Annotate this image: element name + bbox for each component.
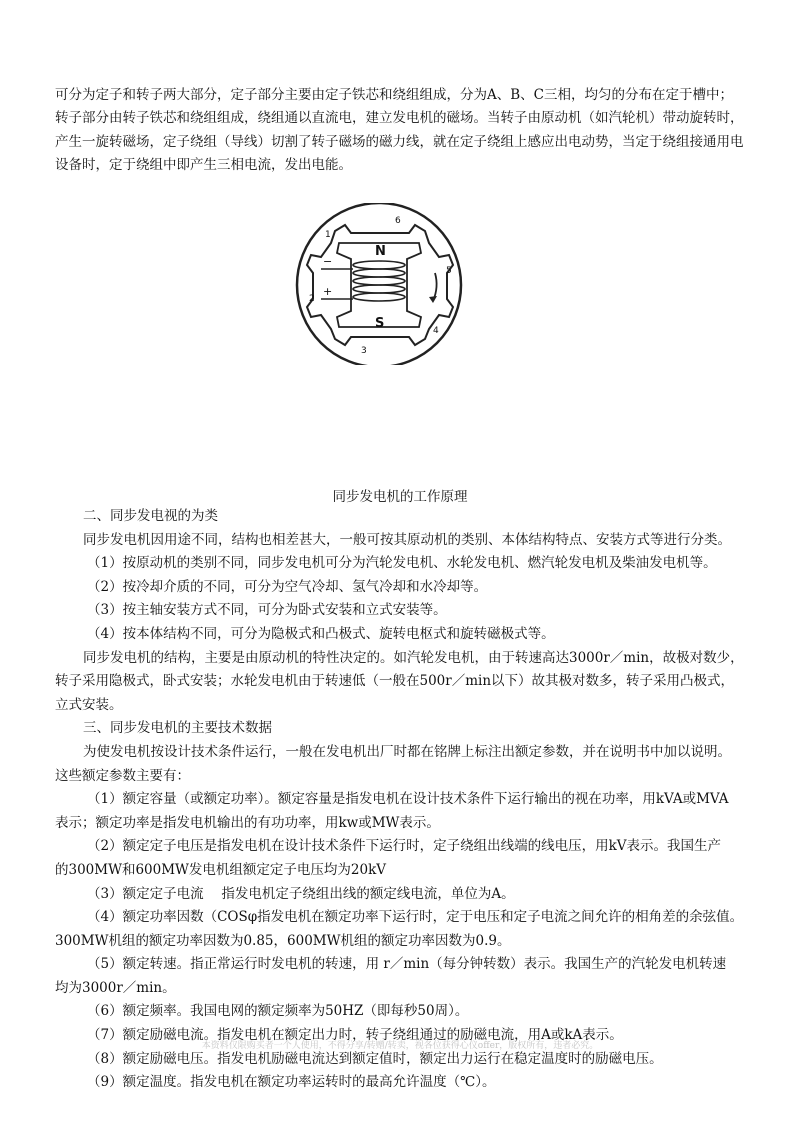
figure-caption: 同步发电机的工作原理 — [332, 489, 468, 505]
generator-diagram — [283, 203, 475, 365]
list-item: （3）额定定子电流 指发电机定子绕组出线的额定线电流，单位为A。 — [87, 885, 515, 902]
text-line: 同步发电机因用途不同，结构也相差甚大，一般可按其原动机的类别、本体结构特点、安装方式等进行分类。 — [83, 531, 731, 548]
text-line: 的300MW和600MW发电机组额定定子电压均为20kV — [55, 861, 387, 878]
field-winding — [321, 261, 405, 301]
section-heading: 二、同步发电视的为类 — [83, 508, 218, 524]
copyright-footer: 本资料仅限购买者一个人使用，不得分享/转赠/转卖，视各位获得心仪offer，版权所有，违者必究。 — [201, 1041, 599, 1051]
plus-terminal-label: + — [323, 285, 333, 298]
text-line: 为使发电机按设计技术条件运行，一般在发电机出厂时都在铭牌上标注出额定参数，并在说明书中加以说明。 — [83, 743, 731, 760]
list-item: （6）额定频率。我国电网的额定频率为50HZ（即每秒50周）。 — [87, 1003, 469, 1020]
s-pole-label: S — [375, 316, 385, 331]
list-item: （2）按冷却介质的不同，可分为空气冷却、氢气冷却和水冷却等。 — [87, 578, 488, 595]
section-heading: 三、同步发电机的主要技术数据 — [83, 720, 272, 737]
list-item: （9）额定温度。指发电机在额定功率运转时的最高允许温度（℃）。 — [87, 1074, 496, 1091]
intro-paragraph: 可分为定子和转子两大部分，定子部分主要由定子铁芯和绕组组成，分为A、B、C三相，均匀的分布在定于槽中；转子部分由转子铁芯和绕组组成，绕组通以直流电，建立发电机的磁场。当转子由原动机（如汽轮机）带动旋转时，产生一旋转磁场，定子绕组（导线）切割了转子磁场的磁力线，就在定子绕组上感应出电动势，当定于绕组接通用电设备时，定于绕组中即产生三相电流，发出电能。 — [55, 87, 744, 173]
list-item: （4）额定功率因数（COSφ指发电机在额定功率下运行时，定于电压和定子电流之间允许的相角差的余弦值。 — [87, 909, 744, 926]
text-line: 这些额定参数主要有： — [55, 767, 190, 784]
list-item: （8）额定励磁电压。指发电机励磁电流达到额定值时，额定出力运行在稳定温度时的励磁电压。 — [87, 1050, 663, 1067]
n-pole-label: N — [375, 244, 386, 259]
text-line: 表示；额定功率是指发电机输出的有功功率，用kw或MW表示。 — [55, 814, 440, 831]
stator-slot-1-label: 1 — [325, 230, 331, 240]
minus-terminal-label: − — [323, 255, 333, 268]
list-item: （1）额定容量（或额定功率）。额定容量是指发电机在设计技术条件下运行输出的视在功率，用kVA或MVA — [87, 791, 729, 808]
stator-slot-5-label: 5 — [446, 266, 452, 276]
body-text — [55, 505, 755, 1095]
list-item: （1）按原动机的类别不同，同步发电机可分为汽轮发电机、水轮发电机、燃汽轮发电机及柴油发电机等。 — [87, 555, 717, 572]
list-item: （4）按本体结构不同，可分为隐极式和凸极式、旋转电枢式和旋转磁极式等。 — [87, 625, 555, 642]
text-line: 均为3000r／min。 — [55, 979, 176, 996]
stator-slot-2-label: 2 — [309, 294, 315, 304]
list-item: （5）额定转速。指正常运行时发电机的转速，用 r／min（每分钟转数）表示。我国生产的汽轮发电机转速 — [87, 956, 727, 973]
stator-slot-3-label: 3 — [361, 346, 367, 356]
text-line: 300MW机组的额定功率因数为0.85，600MW机组的额定功率因数为0.9。 — [55, 932, 511, 949]
list-item: （2）额定定子电压是指发电机在设计技术条件下运行时，定子绕组出线端的线电压，用kV表示。我国生产 — [87, 838, 722, 855]
list-item: （7）额定励磁电流。指发电机在额定出力时，转子绕组通过的励磁电流，用A或kA表示。 — [87, 1027, 623, 1044]
stator-slot-6-label: 6 — [395, 216, 401, 226]
rotation-arrowhead — [429, 296, 437, 303]
list-item: （3）按主轴安装方式不同，可分为卧式安装和立式安装等。 — [87, 602, 447, 619]
text-line: 立式安装。 — [55, 696, 123, 713]
text-line: 同步发电机的结构，主要是由原动机的特性决定的。如汽轮发电机，由于转速高达3000r／min，故极对数少， — [83, 649, 744, 666]
text-line: 转子采用隐极式，卧式安装；水轮发电机由于转速低（一般在500r／min以下）故其极对数多，转子采用凸极式， — [55, 673, 735, 690]
stator-slot-4-label: 4 — [433, 326, 439, 336]
